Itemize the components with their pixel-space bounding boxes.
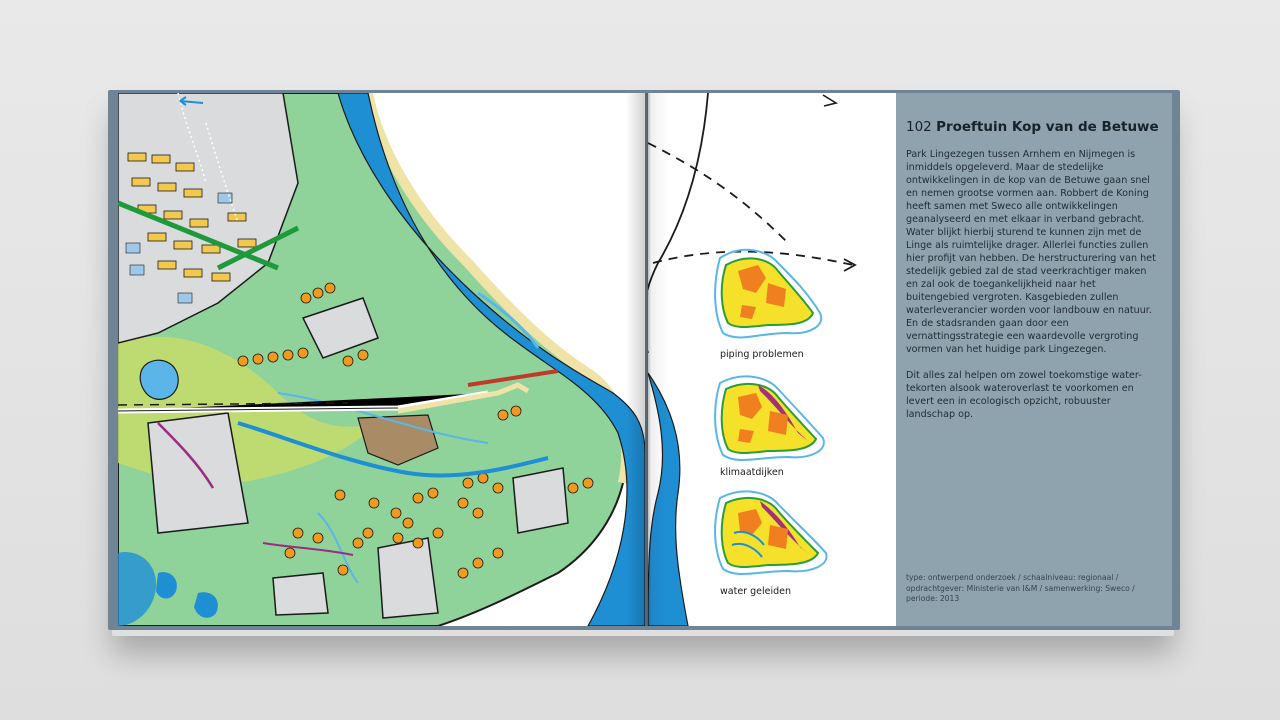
caption-water-geleiden: water geleiden: [720, 586, 791, 597]
page-number: 102: [906, 119, 932, 135]
landscape-map-illustration: [118, 93, 645, 626]
project-metadata: type: ontwerpend onderzoek / schaalniveau: regionaal / opdrachtgever: Ministerie van I&M / samenwerking: Sweco / periode: 2013: [906, 573, 1135, 603]
text-panel: [896, 93, 1172, 626]
caption-piping-problemen: piping problemen: [720, 349, 804, 360]
project-name: Proeftuin Kop van de Betuwe: [936, 119, 1159, 135]
body-paragraph-2: Dit alles zal helpen om zowel toekomstige water-tekorten alsook wateroverlast te voorkomen en levert een in ecologisch opzicht, robuuster landschap op.: [906, 370, 1142, 420]
left-page: [118, 93, 645, 626]
diagram-water-geleiden: [715, 491, 826, 574]
diagram-klimaatdijken: [715, 376, 824, 460]
page-title: [906, 119, 1160, 135]
body-paragraph-1: Park Lingezegen tussen Arnhem en Nijmegen is inmiddels opgeleverd. Maar de stedelijke ontwikkelingen in de kop van de Betuwe gaan snel en nemen grootse vormen aan. Robbert de Koning heeft samen met Sweco alle ontwikkelingen geanalyseerd en met elkaar in verband gebracht. Water blijkt hierbij sturend te kunnen zijn met de Linge als ruimtelijke drager. Allerlei functies zullen hier profijt van hebben. De herstructurering van het stedelijk gebied zal de stad veerkrachtiger maken en zal ook de toegankelijkheid naar het buitengebied vergroten. Kasgebieden zullen waterleverancier worden voor landbouw en natuur. En de stadsranden gaan door een vernattingsstrategie een waardevolle vergroting vormen van het huidige park Lingezegen.: [906, 149, 1156, 355]
caption-klimaatdijken: klimaatdijken: [720, 467, 784, 478]
right-page: [648, 93, 1172, 626]
diagram-piping-problemen: [715, 250, 821, 338]
